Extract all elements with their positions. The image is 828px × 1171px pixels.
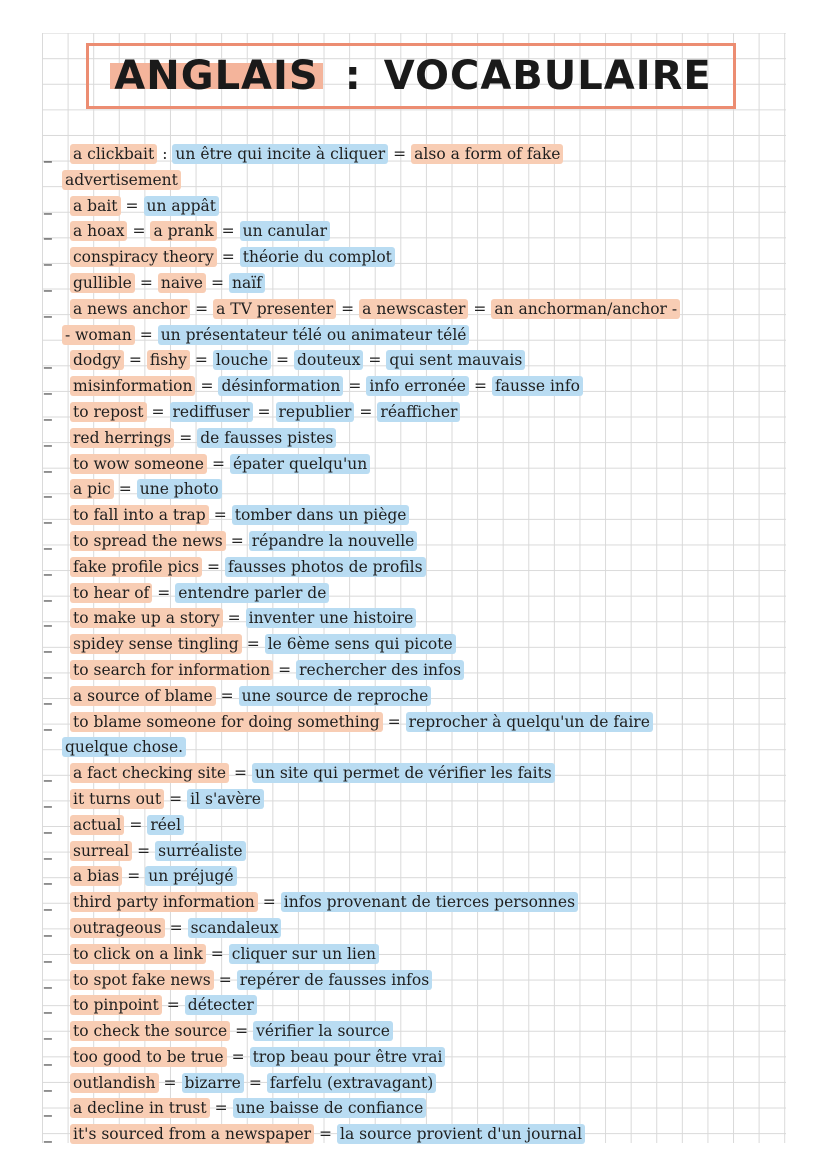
bullet-dash: _ (44, 480, 52, 499)
vocab-line (44, 581, 788, 607)
vocab-line-text (70, 1019, 393, 1045)
vocab-line-text (62, 323, 469, 349)
vocab-line-text (70, 1096, 426, 1122)
title-colon: : (344, 53, 362, 99)
vocab-line-text (70, 219, 330, 245)
vocab-line-text (70, 658, 464, 684)
separator: = (213, 506, 227, 525)
english-term: to blame someone for doing something (70, 712, 383, 732)
bullet-dash: _ (44, 273, 52, 292)
bullet-dash: _ (44, 506, 52, 525)
vocab-line (44, 452, 788, 478)
separator: = (276, 351, 290, 370)
separator: = (231, 1047, 245, 1066)
english-term: advertisement (62, 170, 181, 190)
english-term: it's sourced from a newspaper (70, 1124, 314, 1144)
english-term: to hear of (70, 583, 152, 603)
separator: = (218, 970, 232, 989)
english-term: to check the source (70, 1021, 230, 1041)
bullet-dash: _ (44, 531, 52, 550)
french-translation: une photo (137, 479, 222, 499)
bullet-dash: _ (44, 377, 52, 396)
english-term: a prank (150, 221, 216, 241)
french-translation: épater quelqu'un (230, 454, 370, 474)
separator: = (348, 377, 362, 396)
separator: = (179, 428, 193, 447)
separator: = (473, 299, 487, 318)
vocab-entry (44, 348, 788, 374)
vocab-line-text (70, 968, 432, 994)
vocab-line (44, 555, 788, 581)
bullet-dash: _ (44, 867, 52, 886)
bullet-dash: _ (44, 944, 52, 963)
vocab-line-text (70, 1071, 436, 1097)
english-term: third party information (70, 892, 258, 912)
french-translation: un appât (144, 196, 219, 216)
vocab-entry (44, 942, 788, 968)
vocab-entry (44, 1096, 788, 1122)
english-term: fake profile pics (70, 557, 202, 577)
vocab-line-text (70, 839, 246, 865)
separator: = (139, 273, 153, 292)
vocab-entry (44, 606, 788, 632)
bullet-dash: _ (44, 222, 52, 241)
bullet-dash: _ (44, 583, 52, 602)
vocab-entry (44, 245, 788, 271)
vocab-entry (44, 1071, 788, 1097)
separator: = (163, 1073, 177, 1092)
french-translation: cliquer sur un lien (229, 944, 379, 964)
french-translation: tomber dans un piège (232, 505, 410, 525)
french-translation: une baisse de confiance (233, 1098, 427, 1118)
vocab-entry (44, 916, 788, 942)
french-translation: répandre la nouvelle (249, 531, 418, 551)
english-term: misinformation (70, 376, 195, 396)
separator: = (246, 635, 260, 654)
bullet-dash: _ (44, 557, 52, 576)
vocab-line-text (70, 142, 563, 168)
vocab-line (44, 374, 788, 400)
vocab-entry (44, 1122, 788, 1148)
english-term: to fall into a trap (70, 505, 209, 525)
bullet-dash: _ (44, 428, 52, 447)
separator: = (118, 480, 132, 499)
separator: : (162, 145, 168, 163)
vocab-line-text (70, 477, 222, 503)
separator: = (341, 299, 355, 318)
french-translation: une source de reproche (239, 686, 432, 706)
separator: = (221, 248, 235, 267)
vocab-line (44, 297, 788, 323)
french-translation: info erronée (366, 376, 469, 396)
vocab-line-text (70, 245, 395, 271)
bullet-dash: _ (44, 351, 52, 370)
separator: = (125, 196, 139, 215)
bullet-dash: _ (44, 764, 52, 783)
separator: = (129, 815, 143, 834)
separator: = (230, 531, 244, 550)
vocab-entry (44, 194, 788, 220)
french-translation: repérer de fausses infos (237, 970, 433, 990)
vocab-entry (44, 452, 788, 478)
french-translation: le 6ème sens qui picote (265, 634, 456, 654)
french-translation: la source provient d'un journal (337, 1124, 585, 1144)
english-term: it turns out (70, 789, 164, 809)
separator: = (169, 789, 183, 808)
vocab-line (44, 813, 788, 839)
english-term: a clickbait (70, 144, 157, 164)
vocab-line-text (70, 529, 417, 555)
french-translation: louche (213, 350, 271, 370)
vocab-entry (44, 503, 788, 529)
english-term: a news anchor (70, 299, 190, 319)
page-margin-left (0, 0, 42, 1171)
vocab-line (44, 864, 788, 890)
separator: = (137, 841, 151, 860)
english-term: to click on a link (70, 944, 206, 964)
vocab-line-text (62, 735, 186, 761)
vocab-entry (44, 581, 788, 607)
english-term: a TV presenter (213, 299, 336, 319)
vocab-line (44, 684, 788, 710)
vocab-line-text (70, 890, 578, 916)
french-translation: douteux (294, 350, 363, 370)
vocab-line (44, 916, 788, 942)
bullet-dash: _ (44, 1047, 52, 1066)
vocab-line-continuation (44, 168, 788, 194)
bullet-dash: _ (44, 996, 52, 1015)
french-translation: republier (276, 402, 355, 422)
vocab-line (44, 348, 788, 374)
vocab-line-text (70, 271, 265, 297)
separator: = (211, 454, 225, 473)
vocab-entry (44, 219, 788, 245)
english-term: a bias (70, 866, 122, 886)
french-translation: surréaliste (155, 841, 245, 861)
french-translation: un site qui permet de vérifier les faits (252, 763, 555, 783)
vocab-entry (44, 890, 788, 916)
french-translation: détecter (185, 995, 257, 1015)
bullet-dash: _ (44, 712, 52, 731)
separator: = (169, 918, 183, 937)
english-term: red herrings (70, 428, 174, 448)
vocab-line-text (70, 555, 426, 581)
french-translation: naïf (229, 273, 265, 293)
vocab-line-text (70, 426, 336, 452)
vocab-line (44, 1122, 788, 1148)
separator: = (200, 377, 214, 396)
separator: = (127, 867, 141, 886)
separator: = (393, 145, 407, 163)
separator: = (262, 893, 276, 912)
english-term: to pinpoint (70, 995, 162, 1015)
bullet-dash: _ (44, 815, 52, 834)
separator: = (132, 222, 146, 241)
separator: = (207, 557, 221, 576)
vocab-line (44, 529, 788, 555)
title-left: ANGLAIS (110, 56, 322, 96)
vocab-entry (44, 400, 788, 426)
separator: = (319, 1125, 333, 1144)
separator: = (227, 609, 241, 628)
bullet-dash: _ (44, 196, 52, 215)
english-term: a pic (70, 479, 114, 499)
vocab-line (44, 245, 788, 271)
french-translation: rediffuser (170, 402, 253, 422)
separator: = (194, 351, 208, 370)
vocab-line (44, 1045, 788, 1071)
english-term: spidey sense tingling (70, 634, 242, 654)
english-term: a bait (70, 196, 121, 216)
english-term: an anchorman/anchor - (491, 299, 680, 319)
bullet-dash: _ (44, 686, 52, 705)
separator: = (248, 1073, 262, 1092)
english-term: to make up a story (70, 608, 223, 628)
separator: = (157, 583, 171, 602)
vocab-line (44, 1071, 788, 1097)
vocab-line-text (70, 813, 184, 839)
vocab-entry (44, 813, 788, 839)
vocab-line-text (70, 606, 416, 632)
english-term: - woman (62, 325, 135, 345)
french-translation: théorie du complot (240, 247, 395, 267)
separator: = (473, 377, 487, 396)
vocab-line (44, 219, 788, 245)
french-translation: quelque chose. (62, 737, 186, 757)
english-term: to search for information (70, 660, 273, 680)
bullet-dash: _ (44, 1022, 52, 1041)
vocab-entry (44, 993, 788, 1019)
vocab-line (44, 426, 788, 452)
english-term: a fact checking site (70, 763, 229, 783)
vocab-entry (44, 142, 788, 194)
separator: = (387, 712, 401, 731)
vocab-entry (44, 529, 788, 555)
bullet-dash: _ (44, 660, 52, 679)
vocab-line (44, 271, 788, 297)
english-term: too good to be true (70, 1047, 227, 1067)
vocab-line (44, 194, 788, 220)
separator: = (166, 996, 180, 1015)
english-term: actual (70, 815, 124, 835)
vocab-line (44, 942, 788, 968)
vocab-line-text (70, 710, 653, 736)
vocab-line-text (70, 400, 460, 426)
bullet-dash: _ (44, 248, 52, 267)
vocab-line (44, 400, 788, 426)
vocab-line (44, 606, 788, 632)
vocab-line (44, 993, 788, 1019)
vocab-line (44, 142, 788, 168)
bullet-dash: _ (44, 145, 52, 163)
vocab-entry (44, 684, 788, 710)
vocab-line-text (70, 761, 555, 787)
separator: = (221, 222, 235, 241)
english-term: to wow someone (70, 454, 207, 474)
french-translation: réafficher (377, 402, 460, 422)
page-margin-right (786, 0, 828, 1171)
vocab-entry (44, 968, 788, 994)
french-translation: trop beau pour être vrai (250, 1047, 446, 1067)
english-term: outlandish (70, 1073, 159, 1093)
bullet-dash: _ (44, 789, 52, 808)
separator: = (214, 1099, 228, 1118)
bullet-dash: _ (44, 893, 52, 912)
french-translation: farfelu (extravagant) (267, 1073, 436, 1093)
vocab-line (44, 968, 788, 994)
vocab-line-text (70, 684, 431, 710)
separator: = (139, 325, 153, 344)
english-term: surreal (70, 841, 132, 861)
vocab-line-text (70, 581, 329, 607)
bullet-dash: _ (44, 841, 52, 860)
french-translation: fausses photos de profils (225, 557, 426, 577)
vocab-line-text (70, 993, 257, 1019)
vocab-entry (44, 271, 788, 297)
page-margin-top (0, 0, 828, 33)
bullet-dash: _ (44, 1125, 52, 1144)
separator: = (210, 273, 224, 292)
vocab-line (44, 1019, 788, 1045)
vocab-line-text (70, 194, 219, 220)
vocab-line-text (70, 864, 237, 890)
separator: = (234, 764, 247, 783)
vocab-entry (44, 864, 788, 890)
vocab-line-text (70, 452, 370, 478)
french-translation: reprocher à quelqu'un de faire (406, 712, 653, 732)
english-term: fishy (147, 350, 190, 370)
separator: = (220, 686, 234, 705)
french-translation: un être qui incite à cliquer (172, 144, 388, 164)
vocab-line-text (70, 942, 379, 968)
vocab-entry (44, 761, 788, 787)
vocab-entry (44, 477, 788, 503)
french-translation: fausse info (492, 376, 583, 396)
vocab-line-text (70, 348, 525, 374)
english-term: a source of blame (70, 686, 216, 706)
vocab-line (44, 632, 788, 658)
vocab-entry (44, 297, 788, 349)
french-translation: il s'avère (187, 789, 264, 809)
vocab-entry (44, 1019, 788, 1045)
vocab-line-text (70, 374, 583, 400)
french-translation: rechercher des infos (296, 660, 464, 680)
french-translation: qui sent mauvais (386, 350, 525, 370)
vocab-line-continuation (44, 323, 788, 349)
bullet-dash: _ (44, 609, 52, 628)
french-translation: entendre parler de (175, 583, 329, 603)
vocab-entry (44, 787, 788, 813)
bullet-dash: _ (44, 454, 52, 473)
french-translation: infos provenant de tierces personnes (281, 892, 578, 912)
vocab-line-text (70, 297, 680, 323)
bullet-dash: _ (44, 635, 52, 654)
english-term: a newscaster (359, 299, 468, 319)
bullet-dash: _ (44, 1073, 52, 1092)
separator: = (195, 299, 209, 318)
vocab-entry (44, 1045, 788, 1071)
french-translation: vérifier la source (253, 1021, 393, 1041)
english-term: naive (158, 273, 206, 293)
vocab-entry (44, 632, 788, 658)
bullet-dash: _ (44, 1099, 52, 1118)
vocab-line (44, 761, 788, 787)
title-right: VOCABULAIRE (383, 53, 712, 99)
bullet-dash: _ (44, 970, 52, 989)
bullet-dash: _ (44, 299, 52, 318)
vocab-entry (44, 839, 788, 865)
separator: = (359, 402, 373, 421)
french-translation: un canular (240, 221, 330, 241)
vocab-entry (44, 555, 788, 581)
vocab-line-text (62, 168, 181, 194)
vocabulary-list (44, 142, 788, 1148)
separator: = (278, 660, 292, 679)
bullet-dash: _ (44, 402, 52, 421)
vocab-line-text (70, 787, 264, 813)
english-term: to spot fake news (70, 970, 214, 990)
separator: = (257, 402, 271, 421)
english-term: also a form of fake (411, 144, 563, 164)
french-translation: de fausses pistes (197, 428, 336, 448)
separator: = (210, 944, 224, 963)
vocab-line-text (70, 1045, 445, 1071)
vocab-line-text (70, 916, 281, 942)
separator: = (368, 351, 382, 370)
vocab-line (44, 658, 788, 684)
vocab-entry (44, 426, 788, 452)
english-term: to repost (70, 402, 147, 422)
english-term: to spread the news (70, 531, 226, 551)
english-term: a decline in trust (70, 1098, 210, 1118)
french-translation: inventer une histoire (246, 608, 417, 628)
vocab-line-text (70, 632, 456, 658)
french-translation: désinformation (218, 376, 343, 396)
french-translation: un préjugé (145, 866, 236, 886)
vocab-entry (44, 710, 788, 762)
vocab-line (44, 839, 788, 865)
english-term: conspiracy theory (70, 247, 217, 267)
bullet-dash: _ (44, 918, 52, 937)
french-translation: un présentateur télé ou animateur télé (158, 325, 470, 345)
separator: = (235, 1022, 249, 1041)
french-translation: scandaleux (188, 918, 282, 938)
french-translation: bizarre (182, 1073, 244, 1093)
english-term: gullible (70, 273, 135, 293)
english-term: a hoax (70, 221, 127, 241)
vocab-line-text (70, 503, 409, 529)
vocab-entry (44, 374, 788, 400)
vocab-line-continuation (44, 735, 788, 761)
vocab-line (44, 477, 788, 503)
vocab-line (44, 890, 788, 916)
page-title (86, 43, 736, 109)
vocab-line-text (70, 1122, 585, 1148)
vocab-entry (44, 658, 788, 684)
vocab-line (44, 787, 788, 813)
english-term: dodgy (70, 350, 124, 370)
vocab-line (44, 710, 788, 736)
vocab-line (44, 503, 788, 529)
english-term: outrageous (70, 918, 165, 938)
vocab-line (44, 1096, 788, 1122)
separator: = (128, 351, 142, 370)
french-translation: réel (147, 815, 184, 835)
separator: = (151, 402, 165, 421)
